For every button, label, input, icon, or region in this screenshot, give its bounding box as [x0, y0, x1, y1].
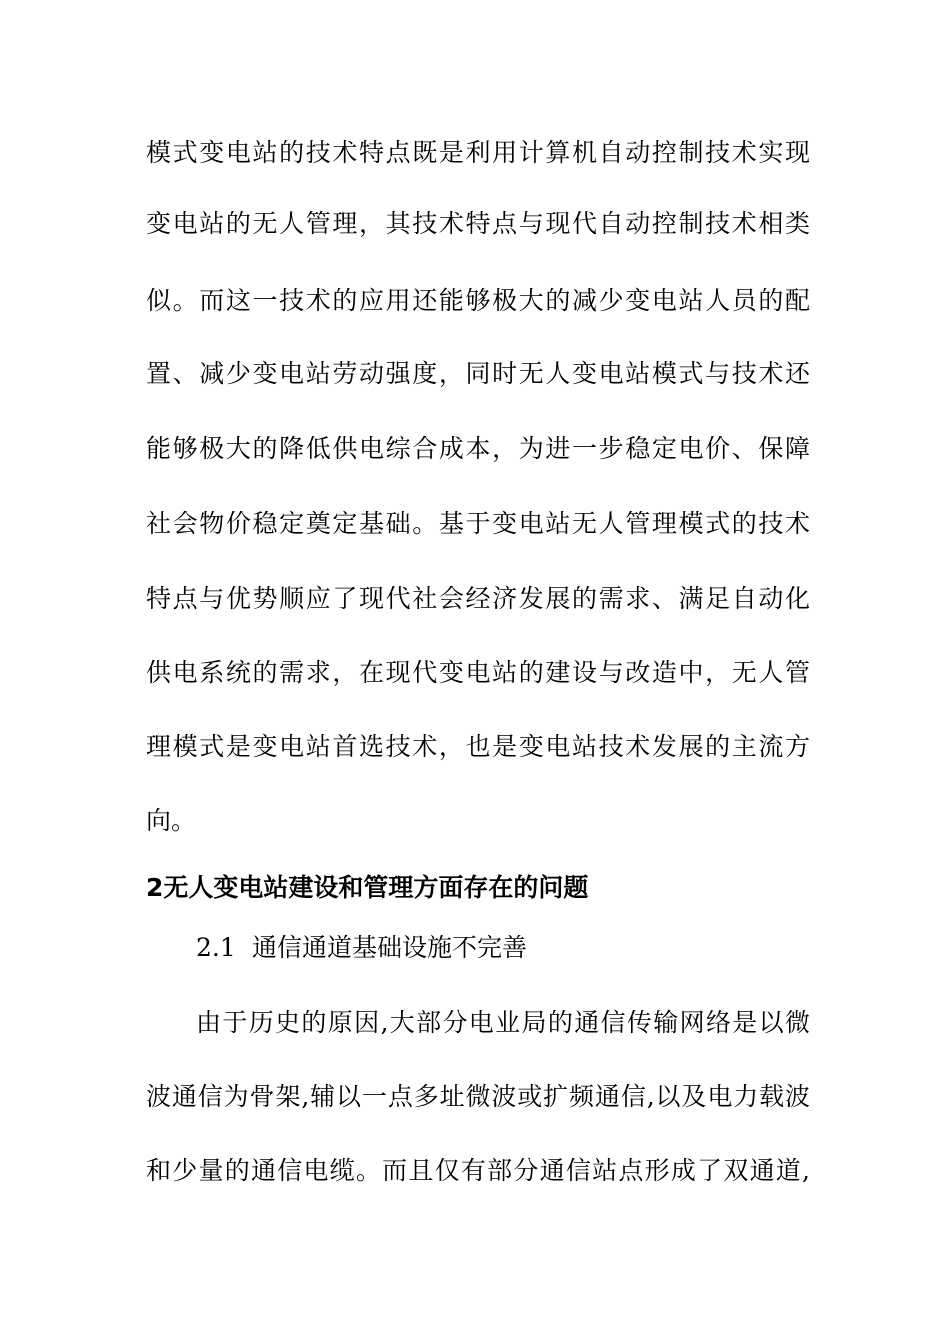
- paragraph-line: 特点与优势顺应了现代社会经济发展的需求、满足自动化: [146, 584, 810, 613]
- paragraph-line: 置、减少变电站劳动强度，同时无人变电站模式与技术还: [146, 359, 810, 388]
- paragraph-line: 能够极大的降低供电综合成本，为进一步稳定电价、保障: [146, 434, 810, 463]
- paragraph-line: 社会物价稳定奠定基础。基于变电站无人管理模式的技术: [146, 509, 810, 538]
- paragraph-line: 理模式是变电站首选技术，也是变电站技术发展的主流方: [146, 732, 810, 761]
- paragraph-line: 模式变电站的技术特点既是利用计算机自动控制技术实现: [146, 138, 810, 167]
- paragraph-line: 和少量的通信电缆。而且仅有部分通信站点形成了双通道,: [146, 1156, 810, 1185]
- paragraph-line: 供电系统的需求，在现代变电站的建设与改造中，无人管: [146, 658, 810, 687]
- paragraph-line: 由于历史的原因,大部分电业局的通信传输网络是以微: [196, 1008, 810, 1037]
- subsection-title: 通信通道基础设施不完善: [252, 933, 528, 962]
- paragraph-line: 波通信为骨架,辅以一点多址微波或扩频通信,以及电力载波: [146, 1082, 810, 1111]
- section-heading: 2无人变电站建设和管理方面存在的问题: [146, 873, 589, 902]
- subsection-heading: [196, 931, 527, 965]
- paragraph-line: 似。而这一技术的应用还能够极大的减少变电站人员的配: [146, 286, 810, 315]
- paragraph-line: 向。: [146, 806, 197, 835]
- paragraph-line: 变电站的无人管理，其技术特点与现代自动控制技术相类: [146, 209, 810, 238]
- subsection-number: 2.1: [196, 933, 236, 962]
